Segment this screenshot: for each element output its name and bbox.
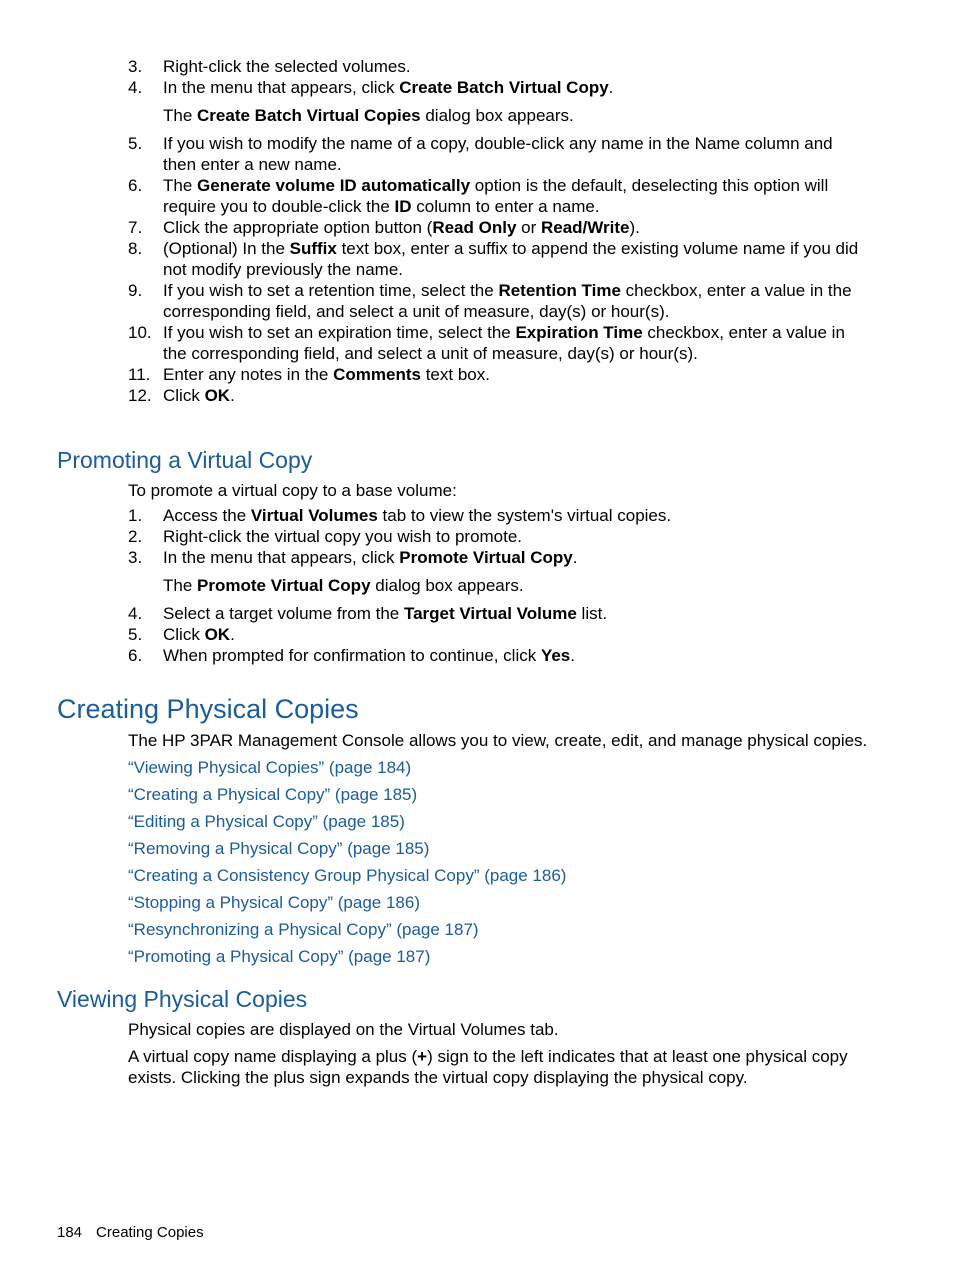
physical-copies-intro: The HP 3PAR Management Console allows you to view, create, edit, and manage physical copies. (128, 731, 868, 750)
cross-reference-link[interactable]: “Stopping a Physical Copy” (page 186) (128, 893, 420, 912)
list-item (0, 238, 954, 280)
text-run: A virtual copy name displaying a plus ( (128, 1047, 418, 1066)
bold-term: OK (204, 625, 231, 644)
text-run: If you wish to set a retention time, select the (163, 281, 499, 300)
text-run: Select a target volume from the (163, 604, 404, 623)
text-run: The (163, 176, 198, 195)
list-item-number: 2. (128, 527, 143, 546)
bold-term: Read/Write (540, 218, 630, 237)
list-item-number: 6. (128, 646, 143, 665)
list-item (0, 624, 954, 645)
list-item-number: 5. (128, 625, 143, 644)
list-item (0, 385, 954, 406)
list-item-text (163, 238, 868, 280)
cross-reference-link[interactable]: “Viewing Physical Copies” (page 184) (128, 758, 412, 777)
list-item-text (163, 603, 868, 624)
list-item-text (163, 624, 868, 645)
cross-reference-link[interactable]: “Creating a Physical Copy” (page 185) (128, 785, 418, 804)
list-item (0, 603, 954, 624)
text-run: column to enter a name. (411, 197, 600, 216)
text-run: ). (629, 218, 640, 237)
list-item (0, 77, 954, 98)
text-run: If you wish to modify the name of a copy, double-click any name in the Name column and then enter a new name. (163, 134, 833, 174)
list-item-note (0, 575, 954, 596)
list-item-number: 11. (128, 365, 151, 384)
list-item-text (163, 547, 868, 568)
heading-promoting-virtual-copy: Promoting a Virtual Copy (57, 447, 313, 473)
heading-creating-physical-copies: Creating Physical Copies (57, 694, 359, 724)
list-item-text (163, 175, 868, 217)
list-item (0, 526, 954, 547)
text-run: . (230, 625, 235, 644)
heading-viewing-physical-copies: Viewing Physical Copies (57, 986, 308, 1012)
physical-copies-links (0, 757, 954, 973)
page-footer (57, 1222, 204, 1243)
list-item-number: 6. (128, 176, 143, 195)
text-run: option is the default, deselecting this option will require you to double-click the (163, 176, 829, 216)
list-item-text (163, 280, 868, 322)
bold-term: Virtual Volumes (250, 506, 378, 525)
list-item (0, 133, 954, 175)
list-item-text (163, 526, 868, 547)
cross-reference-link[interactable]: “Creating a Consistency Group Physical Copy” (page 186) (128, 866, 567, 885)
bold-term: Retention Time (498, 281, 621, 300)
cross-reference-link[interactable]: “Resynchronizing a Physical Copy” (page 187) (128, 920, 479, 939)
bold-term: Generate volume ID automatically (197, 176, 471, 195)
list-item-number: 5. (128, 134, 143, 153)
list-item-number: 4. (128, 78, 143, 97)
bold-term: Comments (333, 365, 421, 384)
text-run: . (608, 78, 614, 97)
list-item-text (163, 56, 868, 77)
list-item-number: 4. (128, 604, 143, 623)
list-item (0, 547, 954, 568)
cross-reference-link[interactable]: “Editing a Physical Copy” (page 185) (128, 812, 405, 831)
list-item (0, 280, 954, 322)
chapter-title: Creating Copies (96, 1224, 204, 1241)
list-item (0, 217, 954, 238)
text-run: . (572, 548, 578, 567)
list-item (0, 56, 954, 77)
list-item (0, 505, 954, 526)
text-run: (Optional) In the (163, 239, 290, 258)
text-run: . (570, 646, 575, 665)
list-item-text (163, 77, 868, 98)
list-item-number: 10. (128, 323, 152, 342)
viewing-para-2 (0, 1046, 873, 1088)
text-run: . (230, 386, 235, 405)
list-item (0, 364, 954, 385)
text-run: dialog box appears. (420, 106, 574, 125)
list-item-number: 3. (128, 57, 143, 76)
bold-term: ID (394, 197, 412, 216)
text-run: In the menu that appears, click (163, 78, 400, 97)
bold-term: Yes (540, 646, 571, 665)
list-item-text (163, 645, 868, 666)
list-item (0, 645, 954, 666)
cross-reference-link[interactable]: “Promoting a Physical Copy” (page 187) (128, 947, 431, 966)
list-item-number: 1. (128, 506, 143, 525)
text-run: Enter any notes in the (163, 365, 334, 384)
bold-term: Read Only (432, 218, 517, 237)
list-item (0, 322, 954, 364)
text-run: Click (163, 625, 205, 644)
bold-term: Promote Virtual Copy (197, 576, 371, 595)
bold-term: OK (204, 386, 231, 405)
list-item-text (163, 505, 868, 526)
text-run: When prompted for confirmation to continue, click (163, 646, 541, 665)
viewing-para-1: Physical copies are displayed on the Virtual Volumes tab. (128, 1020, 559, 1039)
batch-copy-steps (0, 56, 954, 406)
text-run: If you wish to set an expiration time, select the (163, 323, 516, 342)
text-run: dialog box appears. (370, 576, 524, 595)
text-run: The (163, 576, 198, 595)
text-run: list. (576, 604, 608, 623)
list-item-text (163, 385, 868, 406)
promote-intro: To promote a virtual copy to a base volume: (128, 481, 457, 500)
list-item-number: 7. (128, 218, 143, 237)
text-run: The (163, 106, 198, 125)
list-item-number: 3. (128, 548, 143, 567)
list-item-note (0, 105, 954, 126)
text-run: Right-click the selected volumes. (163, 57, 411, 76)
list-item-number: 8. (128, 239, 143, 258)
list-item-text (163, 133, 868, 175)
text-run: Right-click the virtual copy you wish to promote. (163, 527, 523, 546)
list-item-text (163, 322, 868, 364)
list-item-text (163, 364, 868, 385)
page-number: 184 (57, 1224, 83, 1241)
text-run: checkbox, enter a value in the corresponding field, and select a unit of measure, day(s) or hour(s). (163, 323, 845, 363)
text-run: checkbox, enter a value in the corresponding field, and select a unit of measure, day(s) or hour(s). (163, 281, 852, 321)
list-item-number: 12. (128, 386, 152, 405)
text-run: tab to view the system's virtual copies. (377, 506, 672, 525)
list-item-text (163, 217, 868, 238)
text-run: Access the (163, 506, 251, 525)
list-item (0, 175, 954, 217)
bold-term: Suffix (289, 239, 337, 258)
text-run: text box, enter a suffix to append the existing volume name if you did not modify previously the name. (163, 239, 859, 279)
text-run: text box. (420, 365, 490, 384)
cross-reference-link[interactable]: “Removing a Physical Copy” (page 185) (128, 839, 430, 858)
text-run: ) sign to the left indicates that at least one physical copy exists. Clicking the plus sign expands the virtual copy displaying the physical copy. (128, 1047, 848, 1087)
bold-term: Promote Virtual Copy (399, 548, 573, 567)
text-run: or (516, 218, 541, 237)
text-run: Click the appropriate option button ( (163, 218, 433, 237)
text-run: In the menu that appears, click (163, 548, 400, 567)
text-run: Click (163, 386, 205, 405)
bold-term: Expiration Time (515, 323, 643, 342)
bold-term: Target Virtual Volume (403, 604, 577, 623)
bold-term: Create Batch Virtual Copies (197, 106, 421, 125)
list-item-number: 9. (128, 281, 143, 300)
bold-term: + (417, 1047, 428, 1066)
bold-term: Create Batch Virtual Copy (399, 78, 609, 97)
promote-steps (0, 505, 954, 666)
